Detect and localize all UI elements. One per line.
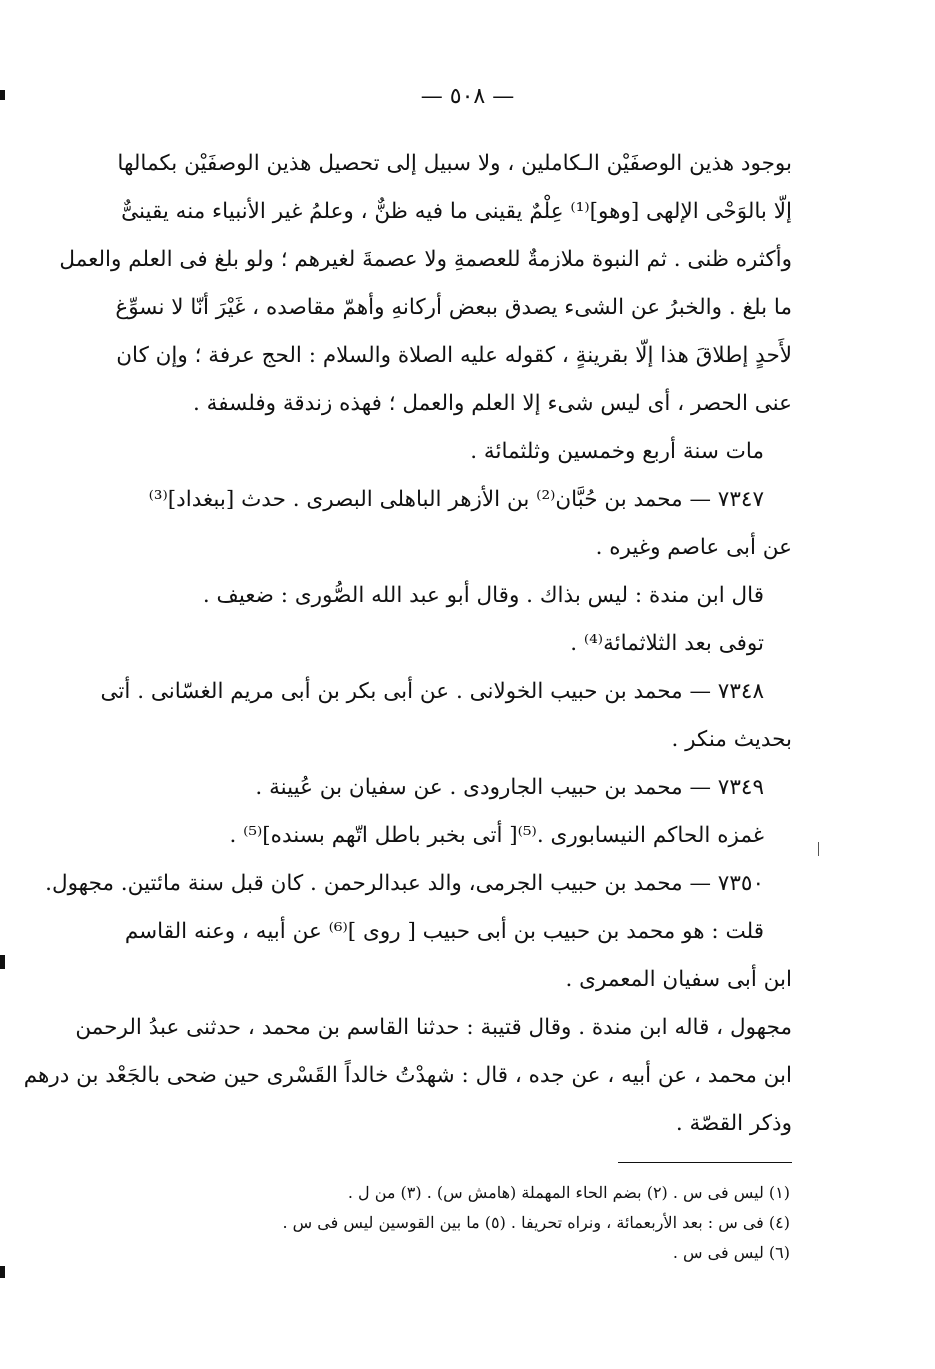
text-line: بوجود هذين الوصفَيْن الـكاملين ، ولا سبيل إلى تحصيل هذين الوصفَيْن بكمالها (117, 151, 792, 176)
footnote-line: (٤) فى س : بعد الأربعمائة ، ونراه تحريفا . (٥) ما بين القوسين ليس فى س . (282, 1213, 790, 1232)
entry-7350: ٧٣٥٠ — محمد بن حبيب الجرمى، والد عبدالرحمن . كان قبل سنة مائتين. مجهول. (45, 871, 764, 896)
entry-7348: ٧٣٤٨ — محمد بن حبيب الخولانى . عن أبى بكر بن أبى مريم الغسّانى . أتى (100, 679, 764, 704)
text-line: إلّا بالوَحْى الإلهى [وهو]⁽¹⁾ عِلْمٌ يقينى ما فيه ظنٌّ ، وعلمُ غير الأنبياء منه يقينىٌّ (121, 199, 792, 224)
text-line: وذكر القصّة . (675, 1111, 792, 1136)
text-line: مات سنة أربع وخمسين وثلثمائة . (470, 439, 764, 464)
footnote-line: (١) ليس فى س . (٢) بضم الحاء المهملة (هامش س) . (٣) من ل . (347, 1183, 790, 1202)
text-line: مجهول ، قاله ابن مندة . وقال قتيبة : حدثنا القاسم بن محمد ، حدثنى عبدُ الرحمن (75, 1015, 792, 1040)
page-number: — ٥٠٨ — (420, 84, 515, 109)
entry-7349: ٧٣٤٩ — محمد بن حبيب الجارودى . عن سفيان بن عُيينة . (255, 775, 764, 800)
text-line: بحديث منكر . (671, 727, 792, 752)
footnote-line: (٦) ليس فى س . (672, 1243, 790, 1262)
footnotes (150, 1178, 790, 1268)
scan-edge-mark (0, 1266, 5, 1278)
footnote-divider (618, 1162, 792, 1163)
text-line: عن أبى عاصم وغيره . (595, 535, 792, 560)
text-line: ابن محمد ، عن أبيه ، عن جده ، قال : شهدْتُ خالداً القَسْرى حين ضحى بالجَعْد بن درهم (23, 1063, 792, 1088)
margin-tick (818, 842, 819, 856)
text-line: قال ابن مندة : ليس بذاك . وقال أبو عبد الله الصُّورى : ضعيف . (202, 583, 764, 608)
text-line: توفى بعد الثلاثمائة⁽⁴⁾ . (570, 631, 764, 656)
text-line: عنى الحصر ، أى ليس شىء إلا العلم والعمل ؛ فهذه زندقة وفلسفة . (193, 391, 792, 416)
text-line: ما بلغ . والخبرُ عن الشىء يصدق ببعض أركانهِ وأهمّ مقاصده ، غَيْرَ أنّا لا نسوِّغ (115, 295, 792, 320)
text-line: وأكثره ظنى . ثم النبوة ملازمةٌ للعصمةِ ولا عصمةَ لغيرهم ؛ ولو بلغ فى العلم والعمل (59, 247, 792, 272)
text-line: قلت : هو محمد بن حبيب بن أبى حبيب [ روى ]⁽⁶⁾ عن أبيه ، وعنه القاسم (124, 919, 764, 944)
main-text (23, 140, 792, 1148)
text-line: غمزه الحاكم النيسابورى .⁽⁵⁾[ أتى بخبر باطل اتّهم بسنده]⁽⁵⁾ . (229, 823, 764, 848)
scan-edge-mark (0, 90, 5, 100)
entry-7347: ٧٣٤٧ — محمد بن حُبَّان⁽²⁾ بن الأزهر الباهلى البصرى . حدث [ببغداد]⁽³⁾ (148, 487, 764, 512)
scan-edge-mark (0, 955, 5, 969)
text-line: لأَحدٍ إطلاقَ هذا إلّا بقرينةٍ ، كقوله عليه الصلاة والسلام : الحج عرفة ؛ وإن كان (116, 343, 792, 368)
text-line: ابن أبى سفيان المعمرى . (565, 967, 792, 992)
